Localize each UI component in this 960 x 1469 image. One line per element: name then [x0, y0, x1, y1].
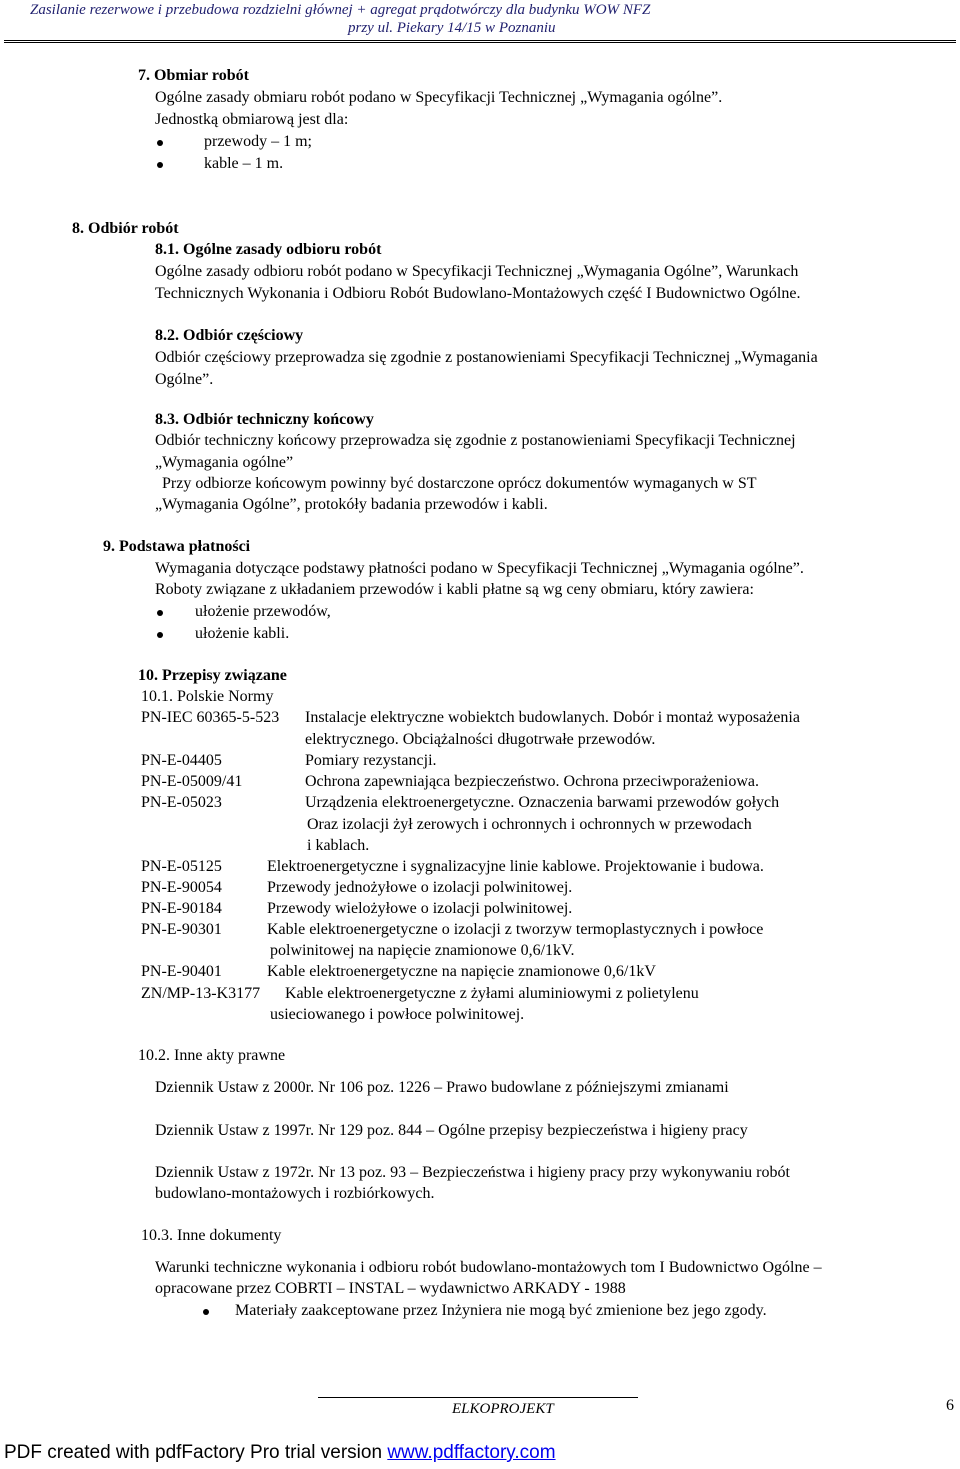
section-8-3-line-4: „Wymagania Ogólne”, protokóły badania przewodów i kabli.	[155, 496, 548, 513]
section-7-title: 7. Obmiar robót	[138, 67, 249, 84]
norm-code: PN-IEC 60365-5-523	[141, 709, 280, 726]
section-10-title: 10. Przepisy związane	[138, 667, 287, 684]
footer-company: ELKOPROJEKT	[452, 1401, 554, 1417]
norm-description: Urządzenia elektroenergetyczne. Oznaczenia barwami przewodów gołych	[305, 794, 780, 811]
document-line: opracowane przez COBRTI – INSTAL – wydawnictwo ARKADY - 1988	[155, 1280, 626, 1297]
section-8-3-line-3: Przy odbiorze końcowym powinny być dostarczone oprócz dokumentów wymaganych w ST	[162, 475, 757, 492]
norm-description: Pomiary rezystancji.	[305, 752, 437, 769]
legal-act: Dziennik Ustaw z 2000r. Nr 106 poz. 1226 – Prawo budowlane z późniejszymi zmianami	[155, 1079, 729, 1096]
norm-description: Przewody jednożyłowe o izolacji polwinitowej.	[267, 879, 573, 896]
norm-code: PN-E-90054	[141, 879, 222, 896]
section-8-3-line-1: Odbiór techniczny końcowy przeprowadza się zgodnie z postanowieniami Specyfikacji Technicznej	[155, 432, 796, 449]
section-9-line-2: Roboty związane z układaniem przewodów i kabli płatne są wg ceny obmiaru, który zawiera:	[155, 581, 754, 598]
section-10-1-title: 10.1. Polskie Normy	[141, 688, 274, 705]
section-8-2-line-2: Ogólne”.	[155, 371, 214, 388]
document-line: Warunki techniczne wykonania i odbioru robót budowlano-montażowych tom I Budownictwo Ogólne –	[155, 1259, 822, 1276]
norm-code: PN-E-04405	[141, 752, 222, 769]
section-9-line-1: Wymagania dotyczące podstawy płatności podano w Specyfikacji Technicznej „Wymagania ogólne”.	[155, 560, 804, 577]
norm-description: usieciowanego i powłoce polwinitowej.	[270, 1006, 525, 1023]
section-8-2-title: 8.2. Odbiór częściowy	[155, 327, 304, 344]
header-title-line2: przy ul. Piekary 14/15 w Poznaniu	[348, 20, 556, 36]
norm-description: Oraz izolacji żył zerowych i ochronnych i ochronnych w przewodach	[307, 816, 752, 833]
norm-description: Elektroenergetyczne i sygnalizacyjne linie kablowe. Projektowanie i budowa.	[267, 858, 764, 875]
section-8-2-line-1: Odbiór częściowy przeprowadza się zgodnie z postanowieniami Specyfikacji Technicznej „Wymagania	[155, 349, 818, 366]
section-10-3-title: 10.3. Inne dokumenty	[141, 1227, 282, 1244]
section-7-text-2: Jednostką obmiarową jest dla:	[155, 111, 349, 128]
bullet-icon	[157, 632, 163, 638]
bullet-icon	[157, 162, 163, 168]
norm-description: Kable elektroenergetyczne na napięcie znamionowe 0,6/1kV	[267, 963, 656, 980]
norm-code: ZN/MP-13-K3177	[141, 985, 261, 1002]
section-9-title: 9. Podstawa płatności	[103, 538, 251, 555]
norm-code: PN-E-05125	[141, 858, 222, 875]
section-8-3-line-2: „Wymagania ogólne”	[155, 454, 294, 471]
footer-rule	[318, 1397, 638, 1398]
norm-description: polwinitowej na napięcie znamionowe 0,6/1kV.	[270, 942, 575, 959]
norm-description: Kable elektroenergetyczne o izolacji z tworzyw termoplastycznych i powłoce	[267, 921, 764, 938]
norm-description: Kable elektroenergetyczne z żyłami aluminiowymi z polietylenu	[285, 985, 699, 1002]
legal-act: Dziennik Ustaw z 1997r. Nr 129 poz. 844 – Ogólne przepisy bezpieczeństwa i higieny pracy	[155, 1122, 748, 1139]
norm-code: PN-E-05023	[141, 794, 222, 811]
section-8-3-title: 8.3. Odbiór techniczny końcowy	[155, 411, 374, 428]
section-7-item-2: kable – 1 m.	[204, 155, 284, 172]
section-8-1-title: 8.1. Ogólne zasady odbioru robót	[155, 241, 382, 258]
document-bullet-item: Materiały zaakceptowane przez Inżyniera nie mogą być zmienione bez jego zgody.	[235, 1302, 767, 1319]
norm-description: elektrycznego. Obciążalności długotrwałe przewodów.	[305, 731, 656, 748]
norm-description: i kablach.	[307, 837, 370, 854]
section-7-item-1: przewody – 1 m;	[204, 133, 312, 150]
section-9-item-1: ułożenie przewodów,	[195, 603, 331, 620]
legal-act: budowlano-montażowych i rozbiórkowych.	[155, 1185, 435, 1202]
pdffactory-link[interactable]: www.pdffactory.com	[387, 1442, 556, 1463]
page-number: 6	[946, 1397, 954, 1414]
pdf-watermark	[4, 1443, 556, 1462]
section-9-item-2: ułożenie kabli.	[195, 625, 290, 642]
section-8-title: 8. Odbiór robót	[72, 220, 179, 237]
legal-act: Dziennik Ustaw z 1972r. Nr 13 poz. 93 – Bezpieczeństwa i higieny pracy przy wykonywaniu robót	[155, 1164, 790, 1181]
norm-code: PN-E-05009/41	[141, 773, 243, 790]
section-8-1-line-1: Ogólne zasady odbioru robót podano w Specyfikacji Technicznej „Wymagania Ogólne”, Warunkach	[155, 263, 799, 280]
section-8-1-line-2: Technicznych Wykonania i Odbioru Robót Budowlano-Montażowych część I Budownictwo Ogólne.	[155, 285, 801, 302]
section-10-2-title: 10.2. Inne akty prawne	[138, 1047, 286, 1064]
norm-code: PN-E-90401	[141, 963, 222, 980]
norm-description: Przewody wielożyłowe o izolacji polwinitowej.	[267, 900, 573, 917]
norm-code: PN-E-90301	[141, 921, 222, 938]
pdf-watermark-text: PDF created with pdfFactory Pro trial version	[4, 1442, 388, 1463]
norm-description: Ochrona zapewniająca bezpieczeństwo. Ochrona przeciwporażeniowa.	[305, 773, 759, 790]
norm-description: Instalacje elektryczne wobiektch budowlanych. Dobór i montaż wyposażenia	[305, 709, 800, 726]
header-title-line1: Zasilanie rezerwowe i przebudowa rozdzielni głównej + agregat prądotwórczy dla budynku WOW NFZ	[30, 2, 651, 18]
header-rule	[4, 40, 956, 43]
norm-code: PN-E-90184	[141, 900, 222, 917]
bullet-icon	[203, 1309, 209, 1315]
bullet-icon	[157, 610, 163, 616]
section-7-text-1: Ogólne zasady obmiaru robót podano w Specyfikacji Technicznej „Wymagania ogólne”.	[155, 89, 723, 106]
bullet-icon	[157, 140, 163, 146]
